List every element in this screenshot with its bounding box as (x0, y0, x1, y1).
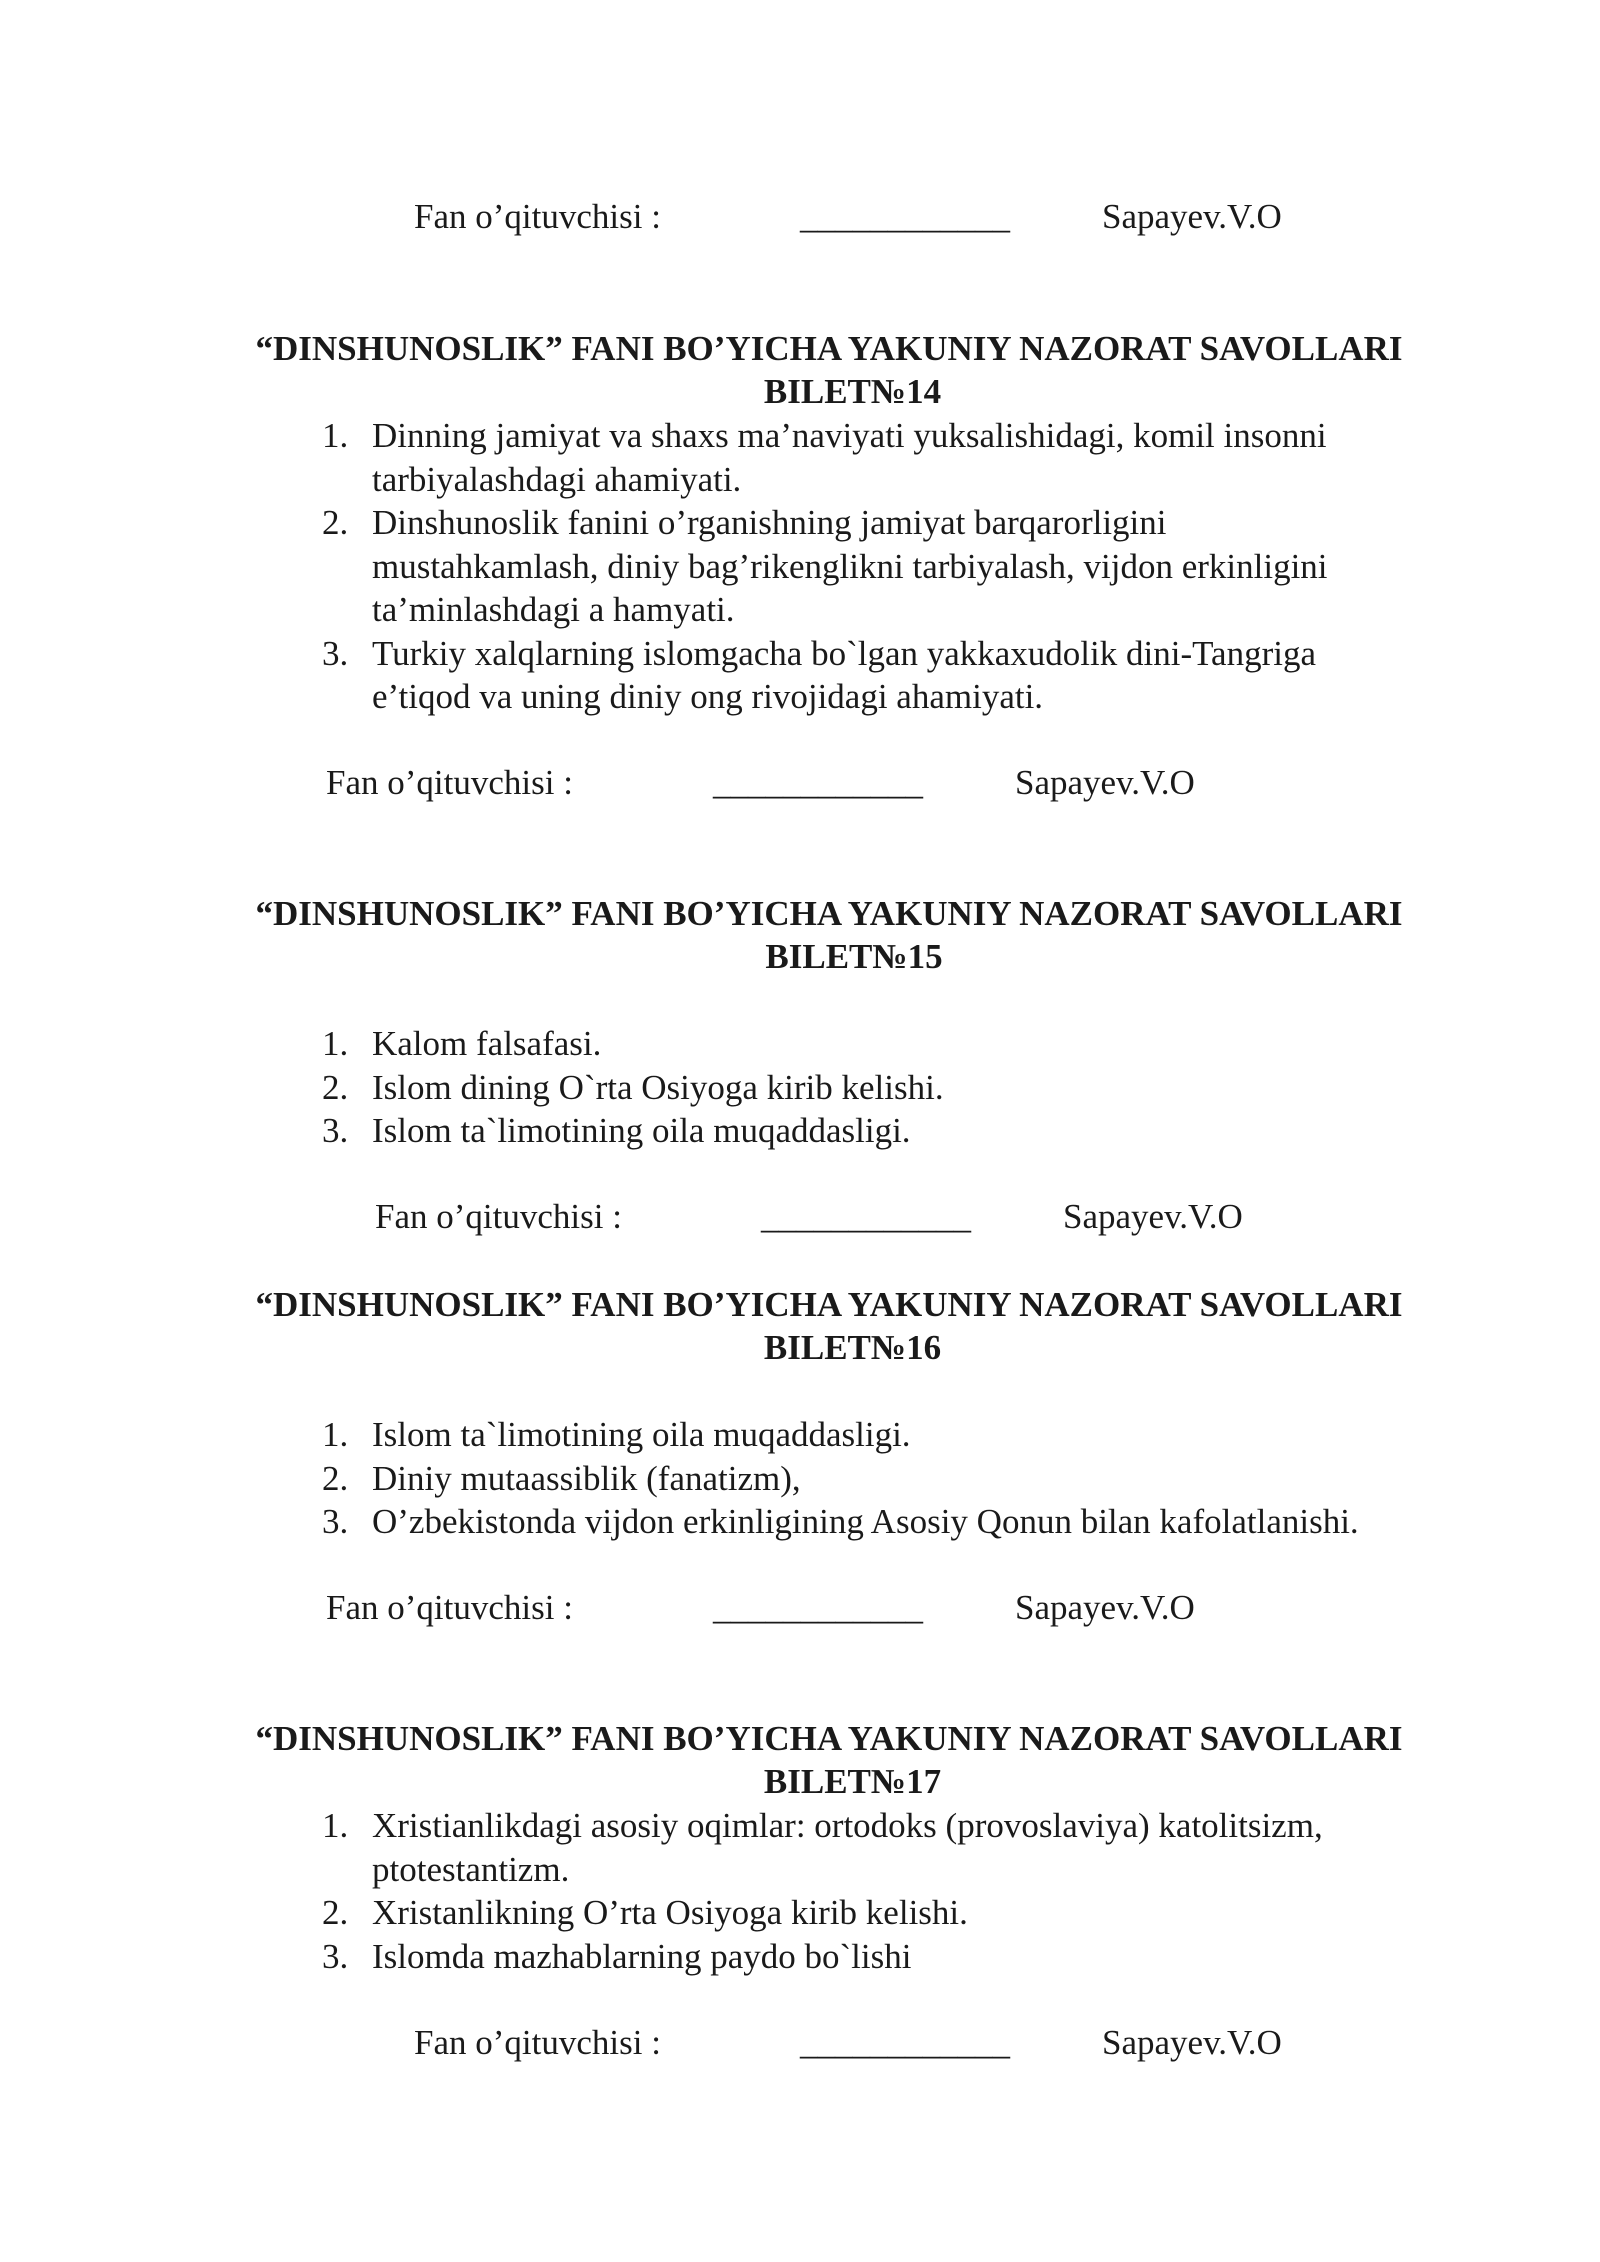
question-number: 1. (322, 1415, 349, 1454)
teacher-label: Fan o’qituvchisi : (414, 2023, 661, 2062)
question-number: 1. (322, 1806, 349, 1845)
question-text-line: Xristianlikdagi asosiy oqimlar: ortodoks (provoslaviya) katolitsizm, (372, 1806, 1323, 1845)
signature-line: ____________ (800, 197, 1010, 236)
ticket-title: “DINSHUNOSLIK” FANI BO’YICHA YAKUNIY NAZORAT SAVOLLARI (255, 894, 1403, 933)
question-item (322, 1935, 1323, 1979)
teacher-label: Fan o’qituvchisi : (375, 1197, 622, 1236)
question-item (322, 632, 1328, 719)
question-list (322, 414, 1328, 719)
teacher-name: Sapayev.V.O (1015, 763, 1195, 802)
question-text (372, 1109, 944, 1153)
question-item (322, 501, 1328, 632)
teacher-label: Fan o’qituvchisi : (414, 197, 661, 236)
question-item (322, 1891, 1323, 1935)
question-text-line: Xristanlikning O’rta Osiyoga kirib kelishi. (372, 1893, 968, 1932)
signature-line: ____________ (761, 1197, 971, 1236)
question-item (322, 414, 1328, 501)
question-text-line: Diniy mutaassiblik (fanatizm), (372, 1458, 801, 1498)
teacher-name: Sapayev.V.O (1015, 1588, 1195, 1627)
signature-line: ____________ (713, 763, 923, 802)
signature-line: ____________ (713, 1588, 923, 1627)
question-item (322, 1457, 1359, 1501)
teacher-label: Fan o’qituvchisi : (326, 763, 573, 802)
ticket-number: BILET№14 (763, 372, 942, 411)
question-number: 2. (322, 503, 349, 542)
question-text (372, 1022, 944, 1066)
teacher-name: Sapayev.V.O (1063, 1197, 1243, 1236)
question-text (372, 501, 1328, 632)
question-text (372, 1935, 1323, 1979)
question-text-line: mustahkamlash, diniy bag’rikenglikni tarbiyalash, vijdon erkinligini (372, 546, 1328, 586)
ticket-heading (0, 892, 1600, 978)
question-text (372, 1891, 1323, 1935)
question-list (322, 1022, 944, 1153)
question-item (322, 1413, 1359, 1457)
question-number: 3. (322, 1936, 349, 1976)
question-number: 2. (322, 1458, 349, 1498)
teacher-name: Sapayev.V.O (1102, 197, 1282, 236)
question-text (372, 1413, 1359, 1457)
question-number: 3. (322, 1111, 349, 1150)
question-number: 3. (322, 633, 349, 673)
question-text (372, 1066, 944, 1110)
question-list (322, 1413, 1359, 1544)
question-number: 2. (322, 1893, 349, 1932)
question-text-line: Turkiy xalqlarning islomgacha bo`lgan yakkaxudolik dini-Tangriga (372, 633, 1316, 673)
question-text-line: O’zbekistonda vijdon erkinligining Asosiy Qonun bilan kafolatlanishi. (372, 1502, 1359, 1541)
question-item (322, 1804, 1323, 1891)
question-text-line: ta’minlashdagi a hamyati. (372, 590, 735, 629)
question-text (372, 1457, 1359, 1501)
ticket-title: “DINSHUNOSLIK” FANI BO’YICHA YAKUNIY NAZORAT SAVOLLARI (255, 1719, 1403, 1758)
question-text-line: Islom dining O`rta Osiyoga kirib kelishi. (372, 1067, 944, 1107)
ticket-title: “DINSHUNOSLIK” FANI BO’YICHA YAKUNIY NAZORAT SAVOLLARI (255, 329, 1403, 368)
ticket-number: BILET№17 (763, 1762, 942, 1801)
question-text (372, 1804, 1323, 1891)
question-text-line: Kalom falsafasi. (372, 1024, 602, 1063)
signature-line: ____________ (800, 2023, 1010, 2062)
question-item (322, 1109, 944, 1153)
question-text-line: tarbiyalashdagi ahamiyati. (372, 459, 742, 499)
question-text-line: e’tiqod va uning diniy ong rivojidagi ahamiyati. (372, 677, 1044, 716)
ticket-number: BILET№16 (763, 1328, 942, 1367)
teacher-label: Fan o’qituvchisi : (326, 1588, 573, 1627)
question-text (372, 632, 1328, 719)
ticket-heading (0, 1717, 1600, 1803)
teacher-name: Sapayev.V.O (1102, 2023, 1282, 2062)
question-text-line: Dinning jamiyat va shaxs ma’naviyati yuksalishidagi, komil insonni (372, 416, 1327, 455)
ticket-heading (0, 327, 1600, 413)
question-text-line: Islom ta`limotining oila muqaddasligi. (372, 1415, 911, 1454)
question-number: 3. (322, 1502, 349, 1541)
question-text (372, 414, 1328, 501)
question-text-line: Islomda mazhablarning paydo bo`lishi (372, 1936, 912, 1976)
question-number: 2. (322, 1067, 349, 1107)
question-text (372, 1500, 1359, 1544)
question-text-line: ptotestantizm. (372, 1849, 570, 1889)
question-item (322, 1022, 944, 1066)
question-text-line: Dinshunoslik fanini o’rganishning jamiyat barqarorligini (372, 503, 1167, 542)
ticket-title: “DINSHUNOSLIK” FANI BO’YICHA YAKUNIY NAZORAT SAVOLLARI (255, 1285, 1403, 1324)
ticket-heading (0, 1283, 1600, 1369)
ticket-number: BILET№15 (765, 937, 943, 976)
question-list (322, 1804, 1323, 1978)
question-text-line: Islom ta`limotining oila muqaddasligi. (372, 1111, 911, 1150)
question-number: 1. (322, 416, 349, 455)
question-item (322, 1500, 1359, 1544)
question-item (322, 1066, 944, 1110)
question-number: 1. (322, 1024, 349, 1063)
